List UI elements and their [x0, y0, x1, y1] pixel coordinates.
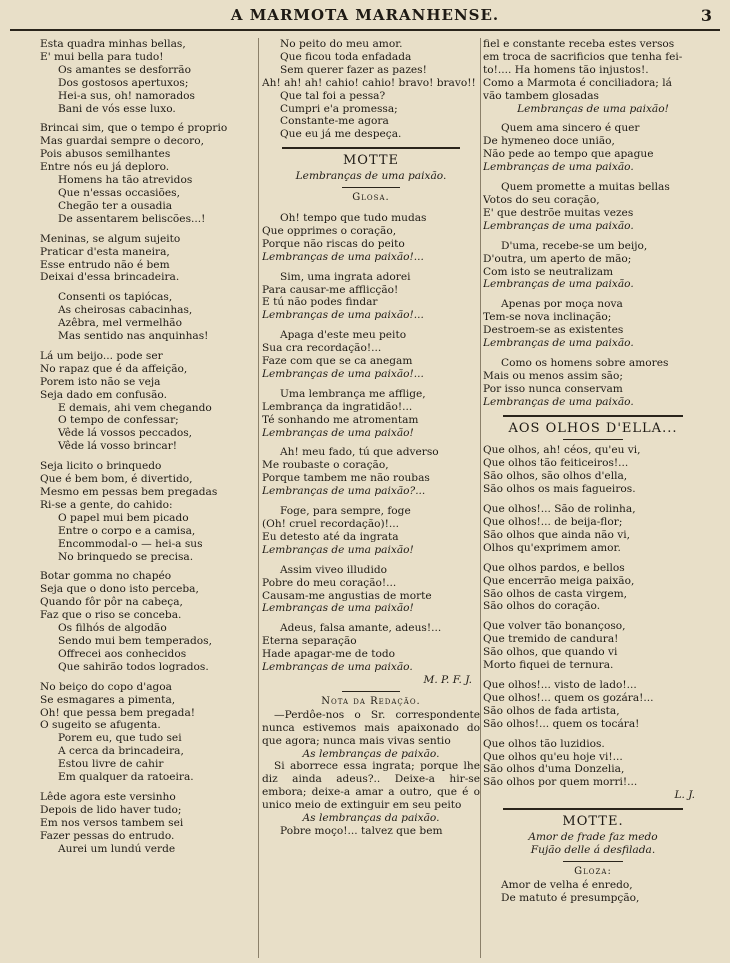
stanza-gap: [262, 615, 480, 622]
verse-line: Eterna separação: [262, 635, 357, 648]
verse-line: E' mui bella para tudo!: [40, 50, 164, 63]
stanza-gap: [262, 439, 480, 446]
verse-line: E demais, ahi vem chegando: [58, 401, 212, 414]
verse-line: (Oh! cruel recordação)!...: [262, 518, 400, 530]
verse-line: Os amantes se desforrão: [58, 63, 192, 76]
stanza-gap: [483, 291, 703, 298]
verse-line: Que olhos, ah! céos, qu'eu vi,: [483, 444, 641, 457]
verse-line: Chegão ter a ousadia: [58, 199, 173, 212]
motte-heading: MOTTE: [342, 153, 400, 169]
verse-line: Pobre do meu coração!...: [262, 576, 397, 589]
verse-line: No beiço do copo d'agoa: [40, 680, 172, 693]
verse-line: Lembranças de uma paixão?...: [262, 485, 426, 498]
verse-line: Vêde lá vosso brincar!: [58, 440, 178, 453]
verse-line: Adeus, falsa amante, adeus!...: [280, 622, 442, 635]
verse-line: Porque tambem me não roubas: [262, 472, 430, 485]
verse-line: Lembranças de uma paixão!: [262, 426, 414, 439]
column-right: [483, 38, 703, 958]
verse-line: Que olhos qu'eu hoje vi!...: [483, 750, 623, 763]
verse-line: Apaga d'este meu peito: [280, 329, 407, 342]
verse-line: Lembranças de uma paixão.: [262, 661, 413, 674]
verse-line: São olhos!... quem os tocára!: [483, 717, 640, 730]
verse-line: Eu detesto até da ingrata: [262, 530, 399, 543]
verse-line: Sem querer fazer as pazes!: [280, 63, 427, 76]
verse-line: Quem ama sincero é quer: [501, 122, 640, 135]
verse-line: Cumpri e'a promessa;: [280, 102, 398, 115]
stanza-gap: [483, 350, 703, 357]
verse-line: Fazer pessas do entrudo.: [40, 829, 175, 842]
header-rule: [10, 29, 720, 31]
short-rule: [342, 187, 400, 188]
verse-line: Meninas, se algum sujeito: [40, 232, 181, 245]
verse-line: Homens ha tão atrevidos: [58, 174, 193, 187]
verse-line: Offrecei aos conhecidos: [58, 647, 187, 660]
verse-line: Sendo mui bem temperados,: [58, 634, 212, 647]
verse-line: Que é bem bom, é divertido,: [40, 473, 193, 486]
verse-line: Mas guardai sempre o decoro,: [40, 135, 204, 148]
verse-line: Lembranças de uma paixão.: [483, 278, 634, 291]
stanza-gap: [40, 284, 254, 291]
verse-line: Que n'essas occasiões,: [58, 186, 180, 199]
verse-line: Que olhos!... São de rolinha,: [483, 503, 636, 516]
verse-line: Praticar d'esta maneira,: [40, 245, 170, 258]
verse-line: Por isso nunca conservam: [483, 382, 623, 395]
stanza-gap: [40, 563, 254, 570]
stanza-gap: [483, 555, 703, 562]
verse-line: Uma lembrança me afflige,: [280, 387, 426, 400]
verse-line: Lêde agora este versinho: [40, 790, 176, 803]
stanza-gap: [262, 322, 480, 329]
motte2-heading: MOTTE.: [562, 814, 624, 830]
verse-line: Constante-me agora: [280, 115, 389, 128]
verse-line: Que tal foi a pessa?: [280, 89, 386, 102]
stanza-gap: [40, 453, 254, 460]
verse-line: Consenti os tapiócas,: [58, 291, 173, 304]
column-divider-left: [258, 38, 259, 958]
poem-olhos: [483, 444, 703, 789]
verse-line: Entre nós eu já deploro.: [40, 161, 170, 174]
nota-last-line: Pobre moço!... talvez que bem: [280, 824, 443, 837]
verse-line: São olhos, são olhos d'ella,: [483, 470, 628, 483]
verse-line: No peito do meu amor.: [280, 38, 403, 50]
verse-line: Que ficou toda enfadada: [280, 50, 412, 63]
verse-line: Tem-se nova inclinação;: [483, 311, 612, 324]
verse-line: Que volver tão bonançoso,: [483, 620, 626, 633]
verse-line: Oh! que pessa bem pregada!: [40, 706, 196, 719]
verse-line: Não pede ao tempo que apague: [483, 148, 654, 161]
stanza-gap: [262, 557, 480, 564]
stanza-gap: [40, 115, 254, 122]
verse-line: Té sonhando me atromentam: [262, 413, 419, 426]
verse-line: São olhos d'uma Donzelia,: [483, 763, 625, 776]
motte2-line-1: Amor de frade faz medo: [528, 831, 658, 844]
verse-line: No rapaz que é da affeição,: [40, 362, 188, 375]
verse-line: São olhos do coração.: [483, 600, 601, 613]
verse-line: Apenas por moça nova: [501, 298, 623, 311]
verse-line: Depois de lido haver tudo;: [40, 803, 182, 816]
verse-line: Que tremido de candura!: [483, 633, 619, 646]
verse-line: Hei-a sus, oh! namorados: [58, 89, 195, 102]
stanza-gap: [483, 174, 703, 181]
column-middle: [262, 38, 480, 958]
verse-line: De assentarem beliscões...!: [58, 212, 206, 225]
verse-line: Lembranças de uma paixão!...: [262, 309, 424, 322]
page-number: 3: [700, 6, 712, 25]
verse-line: Esta quadra minhas bellas,: [40, 38, 186, 50]
verse-line: São olhos que ainda não vi,: [483, 528, 630, 541]
verse-line: Me roubaste o coração,: [262, 459, 389, 472]
verse-line: Que olhos!... de beija-flor;: [483, 516, 623, 528]
section-divider: [282, 147, 460, 149]
verse-line: Que sahirão todos logrados.: [58, 660, 209, 673]
verse-line: São olhos, que quando vi: [483, 646, 618, 659]
verse-line: Sim, uma ingrata adorei: [280, 270, 411, 283]
stanza-gap: [262, 498, 480, 505]
gloza-label: Gloza:: [574, 865, 612, 877]
verse-line: Mesmo em pessas bem pregadas: [40, 486, 218, 498]
glosa-stanzas-right: [483, 122, 703, 408]
verse-line: Deixai d'essa brincadeira.: [40, 271, 180, 284]
verse-line: Pois abusos semilhantes: [40, 148, 171, 161]
author-signature-2: L. J.: [674, 789, 695, 802]
column-divider-right: [480, 38, 481, 958]
verse-line: Sua cra recordação!...: [262, 342, 382, 355]
verse-line: Lembranças de uma paixão!...: [262, 250, 424, 263]
author-signature: M. P. F. J.: [423, 673, 472, 686]
verse-line: Quando fôr pôr na cabeça,: [40, 596, 183, 609]
nota-subtitle-2: As lembranças da paixão.: [302, 812, 440, 825]
verse-line: Foge, para sempre, foge: [280, 505, 411, 518]
verse-line: Lembranças de uma paixão.: [483, 161, 634, 174]
verse-line: Entre o corpo e a camisa,: [58, 524, 196, 537]
verse-line: Faze com que se ca anegam: [262, 355, 413, 368]
poem-entrudo: [40, 38, 254, 855]
verse-line: Azêbra, mel vermelhão: [58, 317, 183, 330]
verse-line: São olhos de fada artista,: [483, 704, 620, 717]
nota-subtitle: As lembranças de paixão.: [302, 747, 440, 760]
verse-line: Bani de vós esse luxo.: [58, 102, 176, 115]
short-rule-right-2: [563, 861, 623, 862]
verse-line: As cheirosas cabacinhas,: [58, 304, 193, 317]
verse-line: Mas sentido nas anquinhas!: [58, 330, 209, 343]
verse-line: Que olhos tão feiticeiros!...: [483, 457, 629, 470]
stanza-gap: [483, 233, 703, 240]
verse-line: Como os homens sobre amores: [501, 356, 669, 369]
verse-line: Que olhos!... visto de lado!...: [483, 678, 637, 691]
short-rule-2: [342, 691, 400, 692]
poem-entrudo-end: [262, 38, 480, 141]
verse-line: Lembranças de uma paixão!...: [262, 367, 424, 380]
stanza-gap: [483, 613, 703, 620]
verse-line: Seja que o dono isto perceba,: [40, 583, 199, 596]
verse-line: Em qualquer da ratoeira.: [58, 771, 194, 784]
verse-line: Porque não riscas do peito: [262, 237, 405, 250]
verse-line: Brincai sim, que o tempo é proprio: [40, 122, 228, 135]
verse-line: to!.... Ha homens tão injustos!.: [483, 63, 649, 76]
glosa-subtitle: Lembranças de uma paixão!: [517, 102, 669, 115]
motte2-line-2: Fujão delle á desfilada.: [530, 843, 656, 856]
verse-line: O papel mui bem picado: [58, 511, 189, 524]
verse-line: Destroem-se as existentes: [483, 324, 624, 337]
verse-line: Votos do seu coração,: [483, 193, 600, 206]
verse-line: São olhos os mais fagueiros.: [483, 483, 636, 496]
verse-line: Morto fiquei de ternura.: [483, 659, 614, 672]
verse-line: Vêde lá vossos peccados,: [58, 427, 193, 440]
verse-line: Hade apagar-me de todo: [262, 648, 396, 661]
verse-line: Como a Marmota é conciliadora; lá: [483, 76, 672, 89]
verse-line: Porem isto não se veja: [40, 375, 161, 388]
stanza-gap: [483, 731, 703, 738]
olhos-heading: AOS OLHOS D'ELLA...: [508, 420, 678, 436]
verse-line: Oh! tempo que tudo mudas: [280, 211, 427, 224]
verse-line: Que olhos tão luzidios.: [483, 737, 605, 750]
verse-line: Lembrança da ingratidão!...: [262, 400, 413, 413]
glosa-stanzas: [262, 212, 480, 674]
short-rule-right: [563, 439, 623, 440]
verse-line: Estou livre de cahir: [58, 758, 164, 771]
verse-line: Seja dado em confusão.: [40, 388, 167, 401]
verse-line: Lá um beijo... pode ser: [40, 349, 163, 362]
verse-line: Para causar-me afflicção!: [262, 283, 399, 296]
verse-line: Seja licito o brinquedo: [40, 460, 162, 473]
verse-line: Causam-me angustias de morte: [262, 589, 432, 602]
verse-line: D'outra, um aperto de mão;: [483, 252, 632, 265]
section-divider-right: [503, 415, 683, 417]
stanza-gap: [40, 674, 254, 681]
stanza-gap: [40, 784, 254, 791]
verse-line: Dos gostosos apertuxos;: [58, 76, 189, 89]
stanza-gap: [262, 264, 480, 271]
column-left: [40, 38, 254, 958]
verse-line: Assim viveo illudido: [280, 563, 388, 576]
verse-line: D'uma, recebe-se um beijo,: [501, 239, 648, 252]
verse-line: Botar gomma no chapéo: [40, 570, 172, 583]
verse-line: E' que destrõe muitas vezes: [483, 206, 634, 219]
stanza-gap: [262, 381, 480, 388]
verse-line: Com isto se neutralizam: [483, 265, 614, 278]
section-divider-right-2: [503, 808, 683, 810]
nota-continuation: [483, 38, 703, 103]
gloza-line-2: De matuto é presumpção,: [501, 891, 640, 904]
verse-line: Encommodal-o — hei-a sus: [58, 537, 203, 550]
verse-line: vão tambem glosadas: [483, 89, 599, 102]
masthead-title: A MARMOTA MARANHENSE.: [230, 6, 500, 24]
verse-line: Lembranças de uma paixão.: [483, 395, 634, 408]
verse-line: Em nos versos tambem sei: [40, 816, 184, 829]
stanza-gap: [40, 226, 254, 233]
verse-line: Esse entrudo não é bem: [40, 258, 170, 271]
verse-line: Que eu já me despeça.: [280, 128, 402, 141]
verse-line: E tú não podes findar: [262, 296, 378, 309]
verse-line: Olhos qu'exprimem amor.: [483, 541, 621, 554]
verse-line: Que opprimes o coração,: [262, 224, 397, 237]
nota-paragraph-2: Si aborrece essa ingrata; porque lhe diz ainda adeus?.. Deixe-a hir-se embora; deixe-a amar a outro, que é o unico meio de extinguir em seu peito: [262, 760, 480, 812]
verse-line: O tempo de confessar;: [58, 414, 179, 427]
motte-subtitle: Lembranças de uma paixão.: [295, 170, 447, 183]
glosa-label: Glosa.: [352, 192, 390, 204]
verse-line: O sugeito se afugenta.: [40, 719, 161, 732]
verse-line: fiel e constante receba estes versos: [483, 38, 675, 50]
verse-line: Lembranças de uma paixão.: [483, 219, 634, 232]
verse-line: Faz que o riso se conceba.: [40, 609, 182, 622]
verse-line: Que olhos pardos, e bellos: [483, 561, 625, 574]
verse-line: em troca de sacrificios que tenha fei-: [483, 50, 683, 63]
gloza-line-1: Amor de velha é enredo,: [501, 878, 633, 891]
verse-line: Mais ou menos assim são;: [483, 369, 623, 382]
verse-line: São olhos por quem morri!...: [483, 776, 638, 789]
verse-line: Ah! ah! ah! cahio! cahio! bravo! bravo!!: [262, 76, 476, 89]
verse-line: São olhos de casta virgem,: [483, 587, 628, 600]
verse-line: Quem promette a muitas bellas: [501, 181, 670, 194]
verse-line: Aurei um lundú verde: [58, 842, 176, 855]
nota-paragraph-1: —Perdôe-nos o Sr. correspondente nunca estivemos mais apaixonado do que agora; nunca mais vivas sentio: [262, 708, 480, 747]
verse-line: Os filhós de algodão: [58, 622, 167, 635]
verse-line: Porem eu, que tudo sei: [58, 732, 182, 745]
verse-line: De hymeneo doce união,: [483, 135, 615, 148]
verse-line: Lembranças de uma paixão!: [262, 543, 414, 556]
stanza-gap: [483, 672, 703, 679]
verse-line: Se esmagares a pimenta,: [40, 693, 176, 706]
stanza-gap: [40, 343, 254, 350]
verse-line: Ri-se a gente, do cahido:: [40, 498, 173, 511]
verse-line: Ah! meu fado, tú que adverso: [280, 446, 439, 459]
verse-line: Que encerrão meiga paixão,: [483, 574, 635, 587]
verse-line: Lembranças de uma paixão!: [262, 602, 414, 615]
verse-line: Que olhos!... quem os gozára!...: [483, 691, 654, 704]
nota-heading: Nota da Redação.: [321, 695, 421, 707]
verse-line: A cerca da brincadeira,: [58, 745, 184, 758]
verse-line: Lembranças de uma paixão.: [483, 337, 634, 350]
verse-line: No brinquedo se precisa.: [58, 550, 194, 563]
stanza-gap: [483, 496, 703, 503]
